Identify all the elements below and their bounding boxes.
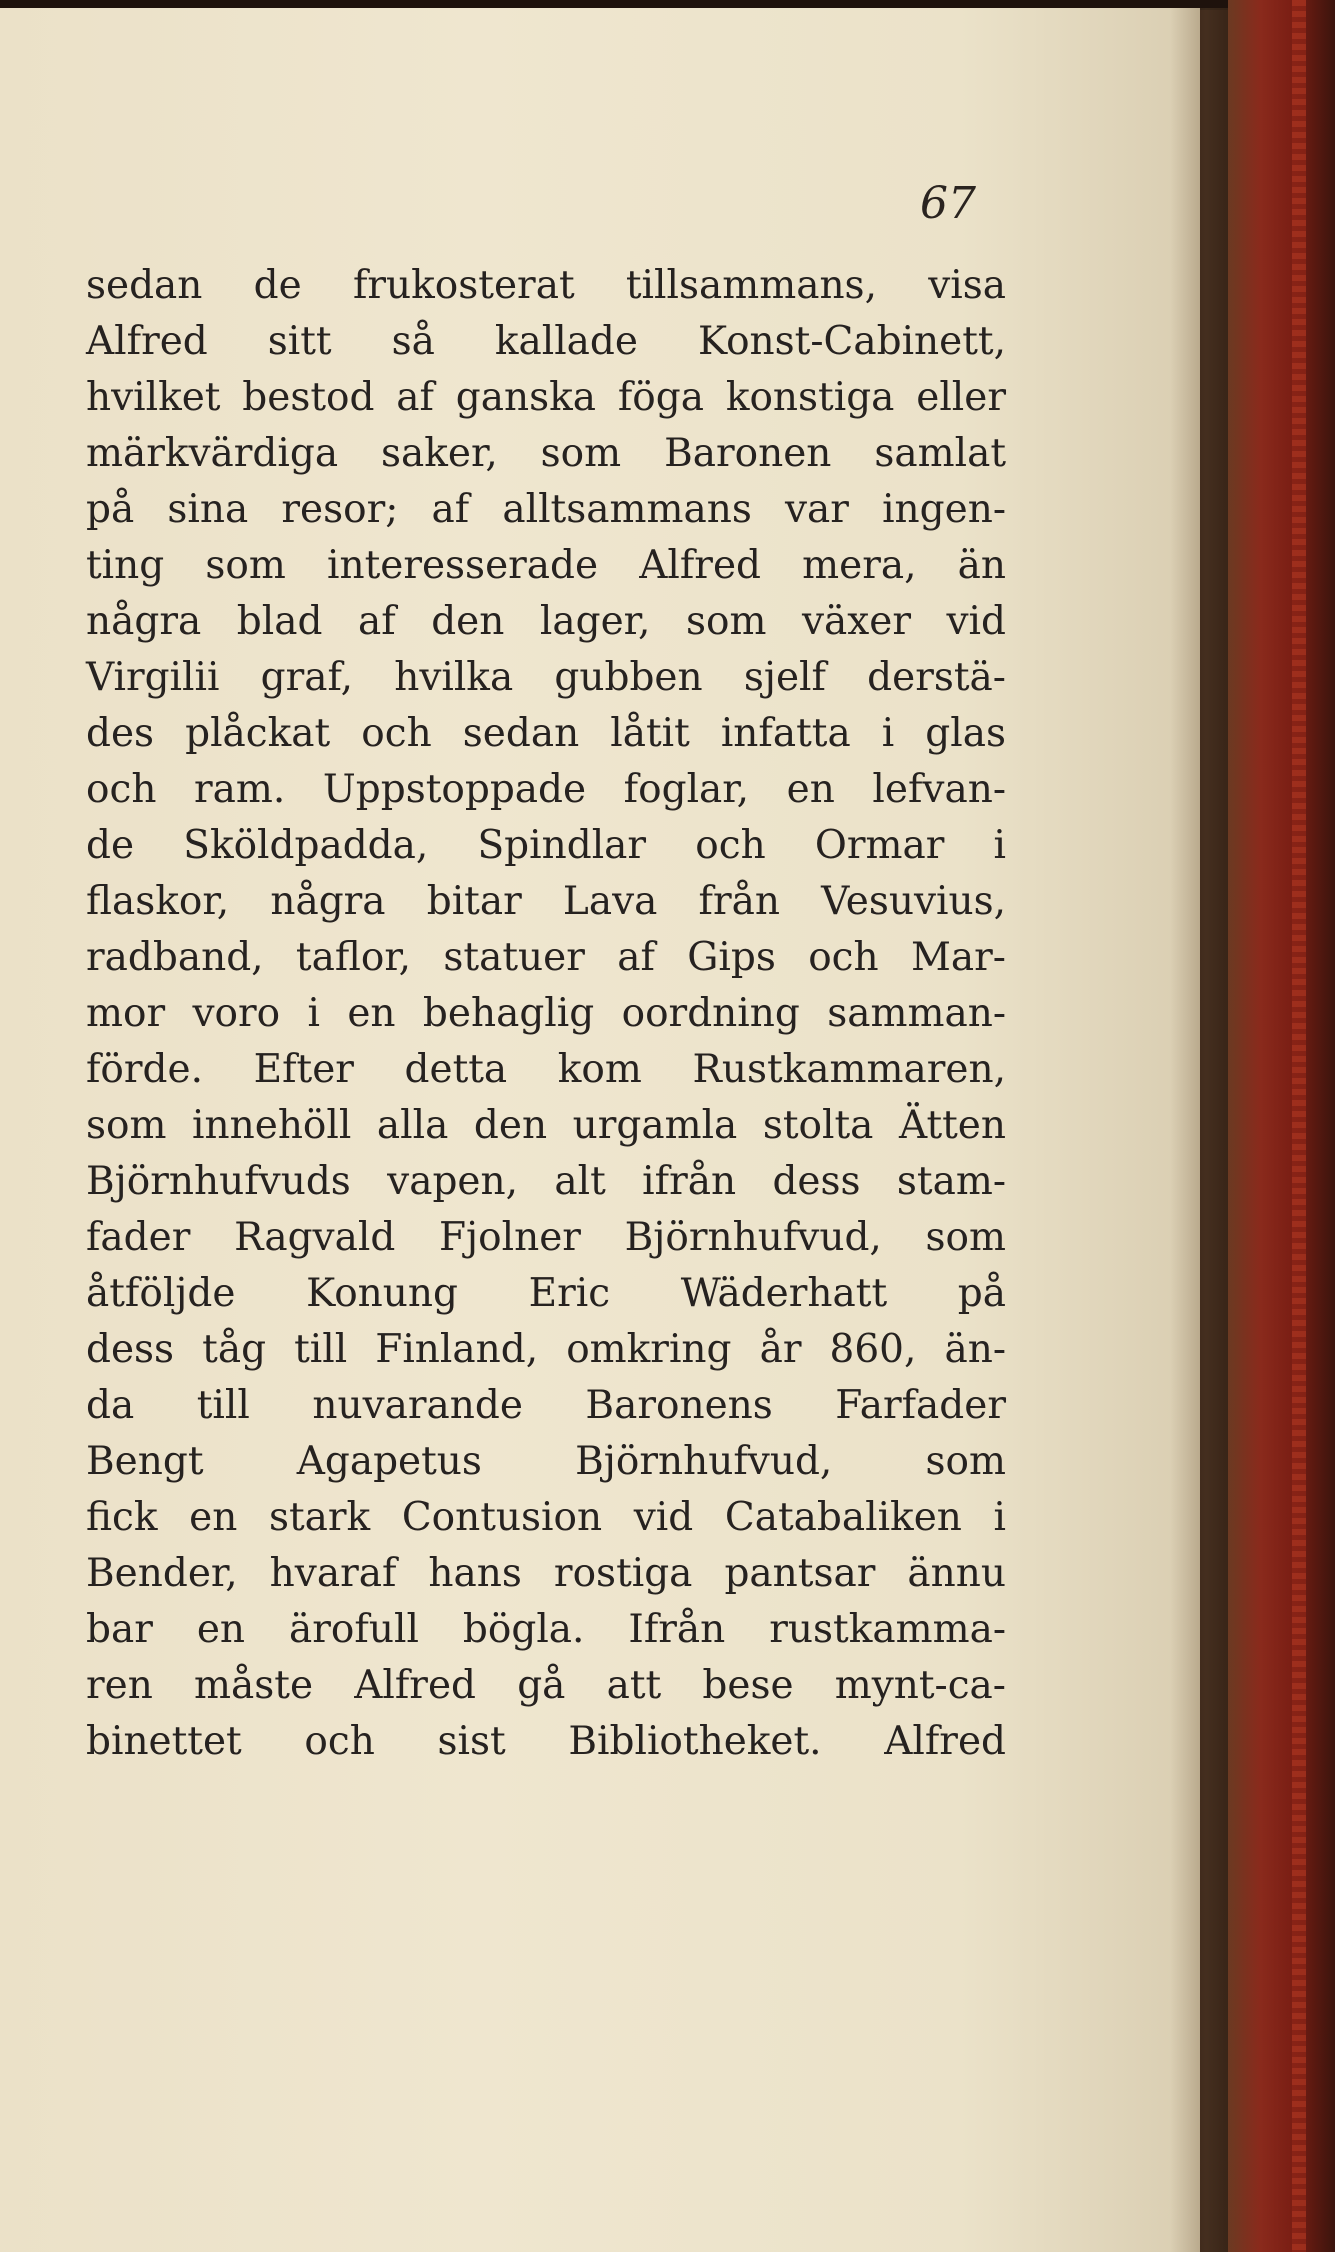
text-line: bar en ärofull bögla. Ifrån rustkamma- (86, 1607, 1006, 1652)
text-line: Virgilii graf, hvilka gubben sjelf derstä- (86, 655, 1006, 700)
text-line: några blad af den lager, som växer vid (86, 599, 1006, 644)
text-line: märkvärdiga saker, som Baronen samlat (86, 431, 1006, 476)
text-line: binettet och sist Bibliotheket. Alfred (86, 1719, 1006, 1764)
text-line: fick en stark Contusion vid Catabaliken i (86, 1495, 1006, 1540)
text-line: flaskor, några bitar Lava från Vesuvius, (86, 879, 1006, 924)
text-line: radband, taflor, statuer af Gips och Mar- (86, 935, 1006, 980)
text-line: mor voro i en behaglig oordning samman- (86, 991, 1006, 1036)
text-line: ren måste Alfred gå att bese mynt-ca- (86, 1663, 1006, 1708)
text-line: de Sköldpadda, Spindlar och Ormar i (86, 823, 1006, 868)
text-line: sedan de frukosterat tillsammans, visa (86, 263, 1006, 308)
text-line: som innehöll alla den urgamla stolta Ätten (86, 1103, 1006, 1148)
text-line: Bender, hvaraf hans rostiga pantsar ännu (86, 1551, 1006, 1596)
text-line: på sina resor; af alltsammans var ingen- (86, 487, 1006, 532)
text-line: ting som interesserade Alfred mera, än (86, 543, 1006, 588)
body-text (86, 258, 1006, 1770)
text-line: fader Ragvald Fjolner Björnhufvud, som (86, 1215, 1006, 1260)
text-line: och ram. Uppstoppade foglar, en lefvan- (86, 767, 1006, 812)
text-line: Bengt Agapetus Björnhufvud, som (86, 1439, 1006, 1484)
text-line: dess tåg till Finland, omkring år 860, än- (86, 1327, 1006, 1372)
text-line: Björnhufvuds vapen, alt ifrån dess stam- (86, 1159, 1006, 1204)
text-line: des plåckat och sedan låtit infatta i glas (86, 711, 1006, 756)
binding-strip (1292, 0, 1306, 2252)
text-line: da till nuvarande Baronens Farfader (86, 1383, 1006, 1428)
text-line: Alfred sitt så kallade Konst-Cabinett, (86, 319, 1006, 364)
text-line: åtföljde Konung Eric Wäderhatt på (86, 1271, 1006, 1316)
book-binding (1228, 0, 1335, 2252)
page-number: 67 (920, 178, 976, 229)
text-line: förde. Efter detta kom Rustkammaren, (86, 1047, 1006, 1092)
text-line: hvilket bestod af ganska föga konstiga eller (86, 375, 1006, 420)
gutter-shadow (1170, 8, 1230, 2252)
